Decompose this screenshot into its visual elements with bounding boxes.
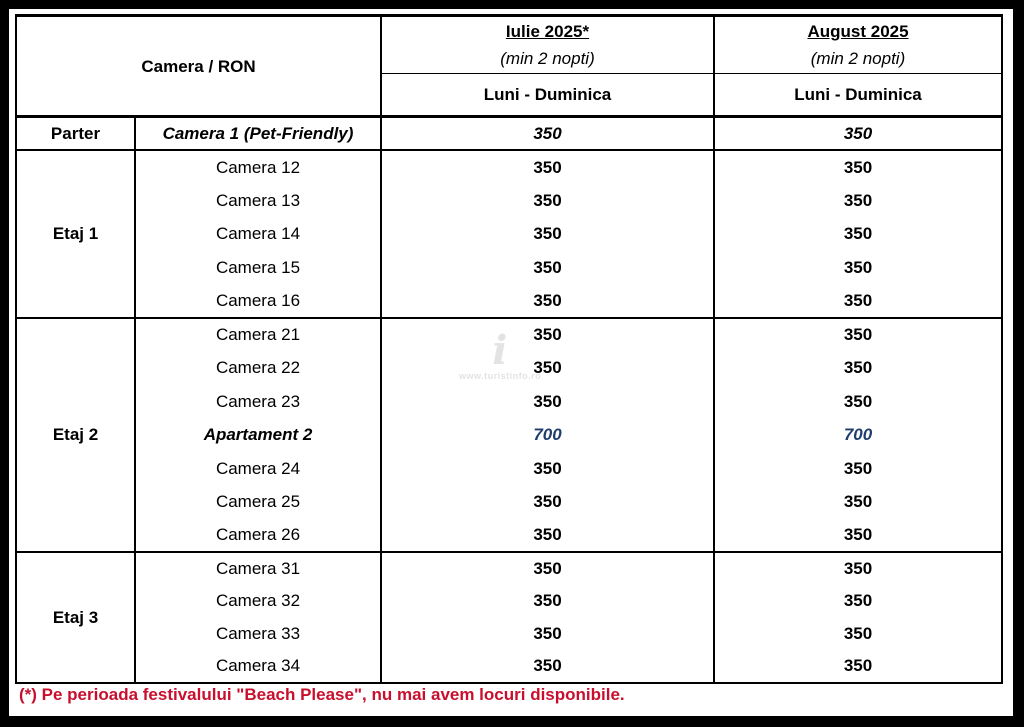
table-row: [16, 385, 1002, 418]
table-row: [16, 584, 1002, 617]
room-name: Camera 33: [135, 617, 381, 650]
floor-label-etaj-2: Etaj 2: [16, 318, 135, 552]
price-july: 350: [381, 184, 714, 217]
price-august: 350: [714, 519, 1002, 552]
footnote: (*) Pe perioada festivalului "Beach Please", nu mai avem locuri disponibile.: [19, 685, 625, 704]
room-name-apartment: Apartament 2: [135, 418, 381, 452]
price-july: 350: [381, 117, 714, 150]
table-row: [16, 251, 1002, 284]
days-july: Luni - Duminica: [381, 74, 714, 117]
price-july: 350: [381, 519, 714, 552]
room-name: Camera 34: [135, 650, 381, 683]
floor-label-parter: Parter: [16, 117, 135, 150]
price-august: 350: [714, 385, 1002, 418]
floor-label-etaj-1: Etaj 1: [16, 150, 135, 318]
price-july: 350: [381, 584, 714, 617]
price-august: 350: [714, 284, 1002, 318]
room-name: Camera 23: [135, 385, 381, 418]
floor-label-etaj-3: Etaj 3: [16, 552, 135, 683]
room-name: Camera 24: [135, 452, 381, 485]
price-july: 350: [381, 318, 714, 351]
price-july: 350: [381, 485, 714, 519]
month-july: Iulie 2025*: [505, 22, 590, 41]
days-august: Luni - Duminica: [714, 74, 1002, 117]
table-row: [16, 184, 1002, 217]
table-row: [16, 418, 1002, 452]
watermark-text: www.turistinfo.ro: [459, 371, 542, 381]
room-name: Camera 13: [135, 184, 381, 217]
price-august: 350: [714, 650, 1002, 683]
price-july: 350: [381, 284, 714, 318]
price-july: 350: [381, 150, 714, 184]
room-name: Camera 26: [135, 519, 381, 552]
room-name: Camera 15: [135, 251, 381, 284]
room-name: Camera 21: [135, 318, 381, 351]
price-july: 350: [381, 617, 714, 650]
price-august-apartment: 700: [714, 418, 1002, 452]
table-row: [16, 284, 1002, 318]
room-name: Camera 1 (Pet-Friendly): [135, 117, 381, 150]
info-logo-icon: i: [492, 327, 508, 374]
header-july: [381, 16, 714, 74]
price-sheet: [9, 9, 1013, 716]
price-august: 350: [714, 485, 1002, 519]
table-row: [16, 552, 1002, 584]
price-august: 350: [714, 117, 1002, 150]
table-row: [16, 617, 1002, 650]
price-july: 350: [381, 552, 714, 584]
price-july-apartment: 700: [381, 418, 714, 452]
price-august: 350: [714, 617, 1002, 650]
watermark: [459, 327, 542, 381]
price-july: 350: [381, 650, 714, 683]
price-august: 350: [714, 184, 1002, 217]
corner-header: Camera / RON: [16, 16, 381, 117]
month-august: August 2025: [807, 22, 909, 41]
price-july: 350: [381, 251, 714, 284]
min-nights-july: (min 2 nopti): [500, 49, 595, 68]
room-name: Camera 12: [135, 150, 381, 184]
price-august: 350: [714, 318, 1002, 351]
table-row: [16, 650, 1002, 683]
price-august: 350: [714, 584, 1002, 617]
room-name: Camera 31: [135, 552, 381, 584]
price-july: 350: [381, 217, 714, 251]
price-july: 350: [381, 385, 714, 418]
room-name: Camera 22: [135, 351, 381, 385]
price-august: 350: [714, 251, 1002, 284]
room-name: Camera 25: [135, 485, 381, 519]
price-july: 350: [381, 351, 714, 385]
table-row: [16, 217, 1002, 251]
price-july: 350: [381, 452, 714, 485]
room-name: Camera 14: [135, 217, 381, 251]
price-august: 350: [714, 552, 1002, 584]
room-name: Camera 32: [135, 584, 381, 617]
price-august: 350: [714, 452, 1002, 485]
table-row: [16, 519, 1002, 552]
table-row: [16, 452, 1002, 485]
room-name: Camera 16: [135, 284, 381, 318]
table-row: [16, 485, 1002, 519]
header-august: [714, 16, 1002, 74]
price-august: 350: [714, 217, 1002, 251]
price-august: 350: [714, 150, 1002, 184]
price-august: 350: [714, 351, 1002, 385]
table-row: [16, 150, 1002, 184]
min-nights-august: (min 2 nopti): [810, 49, 906, 68]
